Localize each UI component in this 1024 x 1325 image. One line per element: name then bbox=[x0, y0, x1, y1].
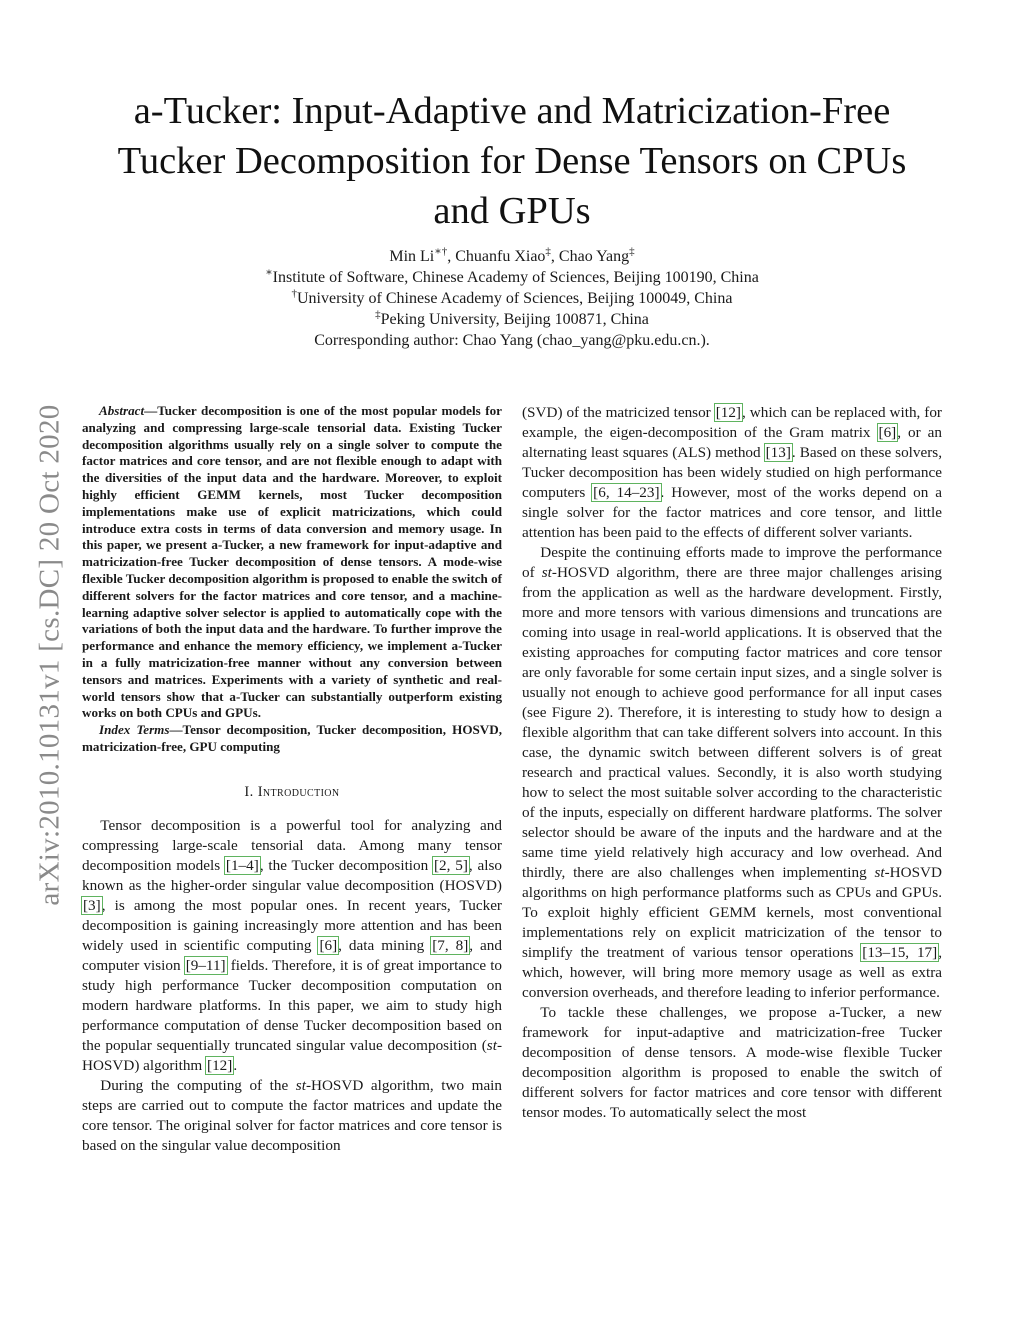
citation-link[interactable]: [6] bbox=[319, 936, 338, 954]
citation-link[interactable]: [7, 8] bbox=[432, 936, 469, 954]
author-name: Min Li bbox=[389, 248, 435, 265]
corresponding-author: Corresponding author: Chao Yang (chao_yang@pku.edu.cn.). bbox=[314, 332, 710, 349]
citation-link[interactable]: [12] bbox=[207, 1056, 233, 1074]
math-symbol: st bbox=[295, 1076, 306, 1094]
citation-link[interactable]: [13] bbox=[765, 444, 791, 461]
author-affiliation-mark: ∗† bbox=[434, 245, 448, 258]
body-paragraph: To tackle these challenges, we propose a-Tucker, a new framework for input-adaptive and matricization-free Tucker decomposition of dense tensors. A mode-wise flexible Tucker decomposition algorithm is proposed to enable the switch of different solvers for factor matrices and core tensor with different tensor modes. To automatically select the most bbox=[522, 1004, 942, 1121]
title-line-2: Tucker Decomposition for Dense Tensors on CPUs bbox=[117, 140, 907, 182]
arxiv-sidebar bbox=[29, 360, 71, 950]
left-column bbox=[82, 403, 502, 1156]
citation-link[interactable]: [6, 14–23] bbox=[593, 484, 660, 501]
affiliation: ‡Peking University, Beijing 100871, China bbox=[375, 308, 649, 328]
author-name: Chuanfu Xiao bbox=[455, 248, 546, 265]
author-affiliation-mark: ‡ bbox=[545, 245, 551, 258]
abstract bbox=[82, 403, 502, 722]
index-terms bbox=[82, 722, 502, 756]
affiliation: ∗Institute of Software, Chinese Academy of Sciences, Beijing 100190, China bbox=[265, 266, 759, 286]
author-list: Min Li∗†, Chuanfu Xiao‡, Chao Yang‡ bbox=[389, 245, 635, 265]
citation-link[interactable]: [2, 5] bbox=[434, 856, 468, 874]
citation-link[interactable]: [13–15, 17] bbox=[862, 944, 938, 961]
author-block bbox=[70, 246, 954, 351]
citation-link[interactable]: [9–11] bbox=[185, 956, 226, 974]
citation-link[interactable]: [3] bbox=[83, 896, 101, 914]
body-paragraph: (SVD) of the matricized tensor [12], which can be replaced with, for example, the eigen-decomposition of the Gram matrix [6], or an alternating least squares (ALS) method [13]. Based on these solvers, Tucker decomposition has been widely studied on high performance computers [6, 14–23]. However, most of the works depend on a single solver for the factor matrices and core tensor, and little attention has been paid to the effects of different solver variants. bbox=[522, 404, 942, 541]
title-line-3: and GPUs bbox=[433, 190, 591, 232]
citation-link[interactable]: [1–4] bbox=[225, 856, 259, 874]
index-terms-label: Index Terms bbox=[99, 722, 170, 738]
math-symbol: st bbox=[486, 1036, 497, 1054]
author-affiliation-mark: ‡ bbox=[629, 245, 635, 258]
citation-link[interactable]: [6] bbox=[878, 424, 897, 441]
body-paragraph: Tensor decomposition is a powerful tool for analyzing and compressing large-scale tensorial data. Among many tensor decomposition models [1–4], the Tucker decomposition [2, 5], also known as the higher-order singular value decomposition (HOSVD) [3], is among the most popular ones. In recent years, Tucker decomposition is gaining increasingly more attention and has been widely used in scientific computing [6], data mining [7, 8], and computer vision [9–11] fields. Therefore, it is of great importance to study high performance Tucker decomposition computation on modern hardware platforms. In this paper, we aim to study high performance computation of dense Tucker decomposition based on the popular sequentially truncated singular value decomposition (st-HOSVD) algorithm [12]. bbox=[82, 816, 503, 1074]
math-symbol: st bbox=[541, 564, 552, 581]
title-line-1: a-Tucker: Input-Adaptive and Matricization-Free bbox=[133, 90, 891, 132]
section-heading-introduction: I. Introduction bbox=[244, 783, 340, 800]
abstract-label: Abstract bbox=[99, 403, 145, 418]
affiliation: †University of Chinese Academy of Sciences, Beijing 100049, China bbox=[291, 287, 733, 307]
abstract-text: —Tucker decomposition is one of the most popular models for analyzing and compressing large-scale tensorial data. Existing Tucker decomposition algorithms usually rely on a single solver to compute the factor matrices and core tensor, and are not flexible enough to adapt with the diversities of the input data and the hardware. Moreover, to exploit highly efficient GEMM kernels, most Tucker decomposition implementations make use of explicit matricizations, which could introduce extra costs in terms of data conversion and memory usage. In this paper, we present a-Tucker, a new framework for input-adaptive and matricization-free Tucker decomposition of dense tensors. A mode-wise flexible Tucker decomposition algorithm is proposed to enable the switch of different solvers for the factor matrices and core tensor, and a machine-learning adaptive solver selector is applied to automatically cope with the variations of both the input data and the hardware. To further improve the performance and enhance the memory efficiency, we implement a-Tucker in a fully matricization-free manner without any conversion between tensors and matrices. Experiments with a variety of synthetic and real-world tensors show that a-Tucker can substantially outperform existing works on both CPUs and GPUs. bbox=[82, 403, 502, 721]
paper-title bbox=[70, 86, 954, 236]
index-terms-text: —Tensor decomposition, Tucker decomposition, HOSVD, matricization-free, GPU computing bbox=[82, 722, 502, 754]
citation-link[interactable]: [12] bbox=[715, 404, 741, 421]
math-symbol: st bbox=[874, 864, 885, 881]
arxiv-identifier: arXiv:2010.10131v1 [cs.DC] 20 Oct 2020 bbox=[33, 404, 66, 906]
right-column bbox=[522, 403, 942, 1123]
body-paragraph: Despite the continuing efforts made to improve the performance of st-HOSVD algorithm, there are three major challenges arising from the application as well as the hardware development. Firstly, more and more tensors with various dimensions and truncations are coming into usage in real-world applications. It is observed that the existing approaches for computing factor matrices and core tensor are only favorable for some certain input sizes, and a single solver is usually not enough to achieve good performance for all input cases (see Figure 2). Therefore, it is interesting to study how to design a flexible algorithm that can take different solvers into account. In this case, the dynamic switch between different solvers is of great research and practical values. Secondly, it is also worth studying how to select the most suitable solver according to the characteristic of the inputs, especially on different hardware platforms. The solver selector should be aware of the inputs and the hardware and at the same time yield relatively high accuracy and low overhead. And thirdly, there are also challenges when implementing st-HOSVD algorithms on high performance platforms such as CPUs and GPUs. To exploit highly efficient GEMM kernels, most conventional implementations rely on explicit matricization of the tensor to simplify the treatment of various tensor operations [13–15, 17], which, however, will bring more memory usage as well as extra conversion overheads, and therefore leading to inferior performance. bbox=[522, 544, 942, 1001]
author-name: Chao Yang bbox=[558, 248, 630, 265]
body-paragraph: During the computing of the st-HOSVD algorithm, two main steps are carried out to compute the factor matrices and update the core tensor. The original solver for factor matrices and core tensor is based on the singular value decomposition bbox=[82, 1076, 502, 1154]
